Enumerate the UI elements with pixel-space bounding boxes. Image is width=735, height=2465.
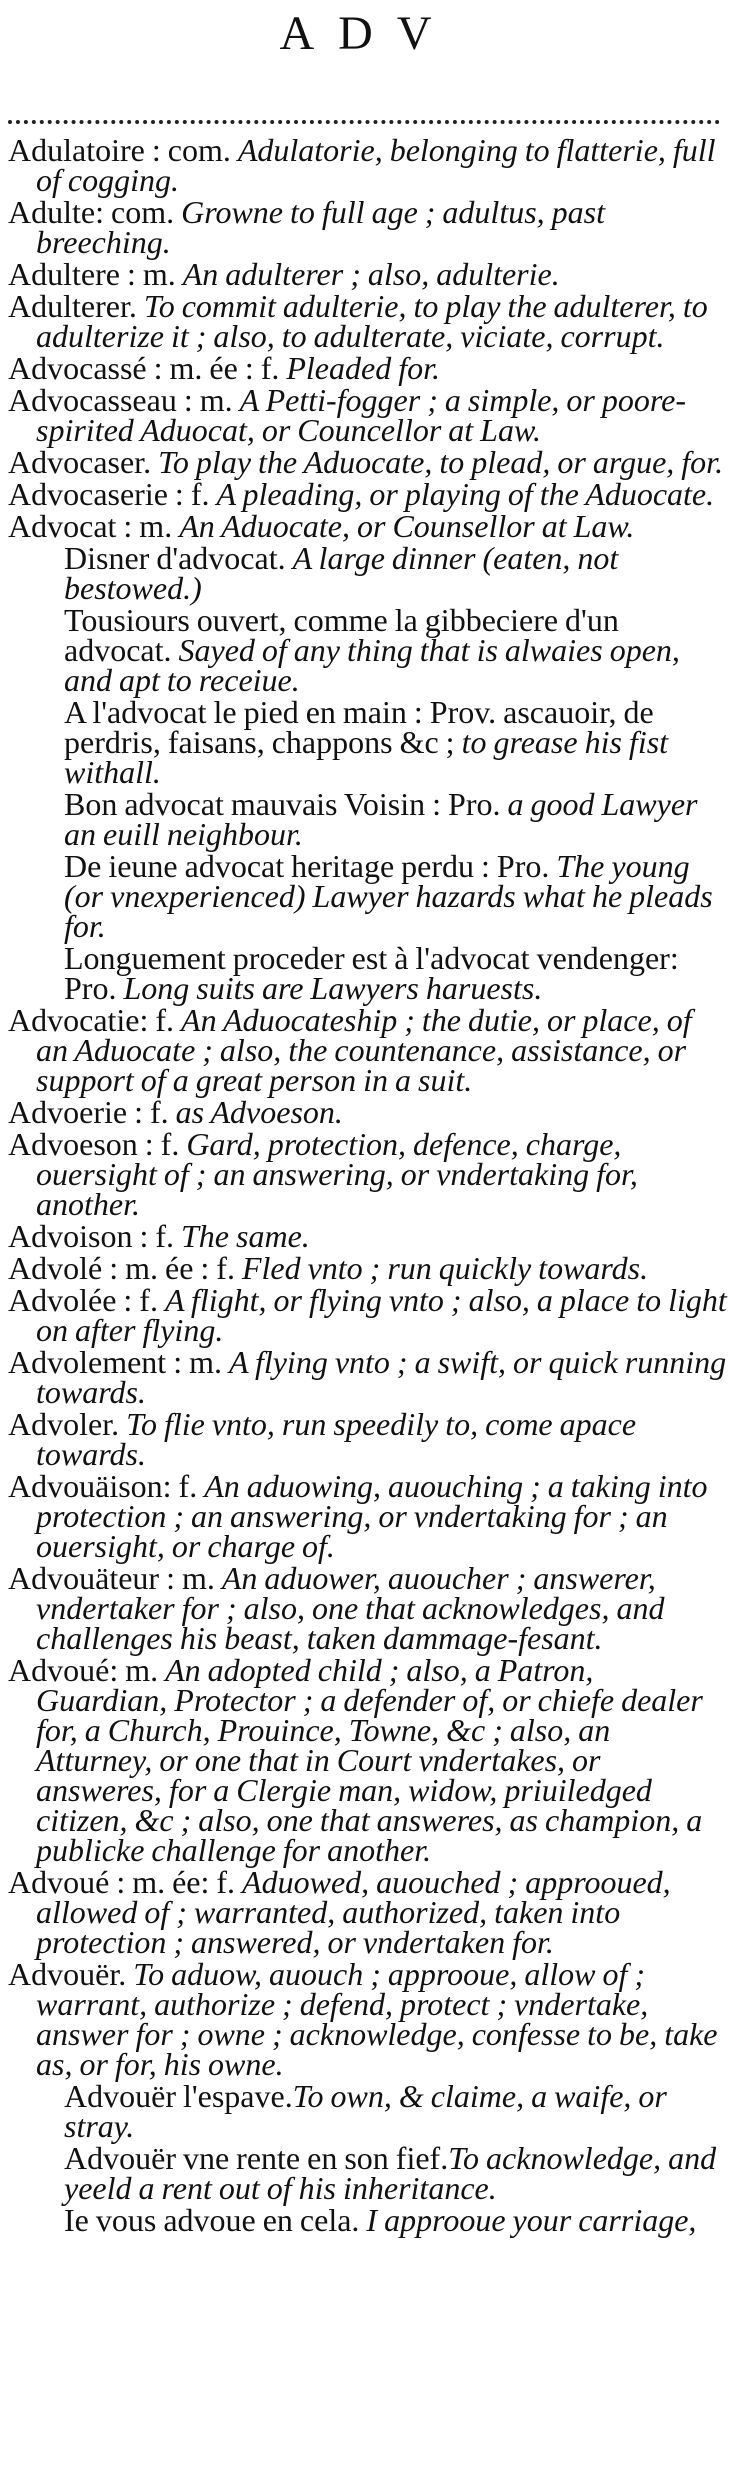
entry-definition: as Advoeson.	[175, 1094, 343, 1130]
dictionary-entry	[8, 1094, 730, 1130]
entry-definition: Sayed of any thing that is alwaies open, and apt to receiue.	[64, 632, 680, 698]
entry-definition: Fled vnto ; run quickly towards.	[241, 1250, 649, 1286]
entry-headword: Advoerie	[8, 1094, 128, 1130]
entry-grammar: : m.	[159, 1560, 222, 1596]
entry-headword: Advolée	[8, 1282, 117, 1318]
entry-definition: A pleading, or playing of the Aduocate.	[216, 476, 715, 512]
entry-definition: To flie vnto, run speedily to, come apace towards.	[36, 1406, 637, 1472]
sub-entry	[22, 602, 730, 698]
entry-headword: Longuement proceder est à l'advocat vendenger	[64, 940, 670, 976]
dictionary-entry	[8, 508, 730, 544]
entry-definition: An Aduocateship ; the dutie, or place, of an Aduocate ; also, the countenance, assistance, or support of a great person in a suit.	[36, 1002, 692, 1098]
dictionary-entry	[8, 1344, 730, 1410]
entry-list	[8, 132, 730, 2238]
sub-entry	[22, 2078, 730, 2144]
dictionary-entry	[8, 1406, 730, 1472]
entry-headword: Adulte	[8, 194, 96, 230]
dictionary-entry	[8, 444, 730, 480]
entry-headword: Advoison	[8, 1218, 133, 1254]
entry-grammar: : m.	[119, 256, 183, 292]
entry-headword: Adulterer.	[8, 288, 137, 324]
entry-headword: Advocasseau	[8, 382, 177, 418]
entry-grammar: : com.	[95, 194, 182, 230]
entry-grammar: : f.	[162, 1468, 205, 1504]
entry-definition: to grease his fist withall.	[64, 724, 669, 790]
dictionary-entry	[8, 1126, 730, 1222]
entry-grammar: : m. ée: f.	[109, 1864, 243, 1900]
entry-headword: Ie vous advoue en cela.	[64, 2202, 360, 2238]
entry-definition: An aduower, auoucher ; answerer, vndertaker for ; also, one that acknowledges, and challenges his beast, taken dammage-fesant.	[36, 1560, 665, 1656]
entry-grammar: : m.	[176, 382, 240, 418]
entry-definition: Long suits are Lawyers haruests.	[123, 970, 543, 1006]
sub-entry	[22, 694, 730, 790]
dictionary-entry	[8, 288, 730, 354]
entry-grammar: : Pro.	[425, 786, 508, 822]
entry-headword: Advouër vne rente en son fief.	[64, 2140, 449, 2176]
entry-headword: Advouäteur	[8, 1560, 160, 1596]
entry-definition: An adopted child ; also, a Patron, Guardian, Protector ; a defender of, or chiefe dealer for, a Church, Prouince, Towne, &c ; also, an Atturney, or one that in Court vndertakes, or answeres, for a Clergie man, widow, priuiledged citizen, &c ; also, one that answeres, as champion, a publicke challenge for another.	[36, 1652, 703, 1868]
entry-headword: Advolement	[8, 1344, 167, 1380]
entry-headword: Advolé	[8, 1250, 103, 1286]
entry-headword: Advouäison	[8, 1468, 163, 1504]
entry-definition: To commit adulterie, to play the adulterer, to adulterize it ; also, to adulterate, viciate, corrupt.	[36, 288, 708, 354]
entry-definition: Growne to full age ; adultus, past breeching.	[36, 194, 605, 260]
entry-grammar: : m. ée : f.	[102, 1250, 242, 1286]
entry-grammar: : f.	[139, 1002, 182, 1038]
entry-definition: An adulterer ; also, adulterie.	[182, 256, 560, 292]
entry-definition: An aduowing, auouching ; a taking into protection ; an answering, or vndertaking for ; an ouersight, or charge of.	[36, 1468, 708, 1564]
entry-definition: Pleaded for.	[286, 350, 440, 386]
entry-definition: Aduowed, auouched ; approoued, allowed of ; warranted, authorized, taken into protection ; answered, or vndertaken for.	[36, 1864, 671, 1960]
dictionary-entry	[8, 1218, 730, 1254]
entry-grammar	[286, 540, 293, 576]
entry-definition: A flying vnto ; a swift, or quick running towards.	[36, 1344, 727, 1410]
dictionary-entry	[8, 1282, 730, 1348]
entry-definition: To play the Aduocate, to plead, or argue, for.	[158, 444, 724, 480]
entry-definition: a good Lawyer an euill neighbour.	[64, 786, 698, 852]
entry-grammar: : com.	[144, 132, 238, 168]
entry-headword: Advocatie	[8, 1002, 140, 1038]
entry-headword: Advocaser.	[8, 444, 152, 480]
sub-entry	[22, 540, 730, 606]
entry-headword: Advoler.	[8, 1406, 120, 1442]
dictionary-entry	[8, 256, 730, 292]
entry-definition: Adulatorie, belonging to flatterie, full of cogging.	[36, 132, 716, 198]
sub-entry	[22, 2202, 730, 2238]
entry-grammar: : m.	[166, 1344, 229, 1380]
header-divider	[8, 120, 720, 124]
sub-entry	[22, 848, 730, 944]
entry-headword: Tousiours ouvert, comme la gibbeciere d'un advocat.	[64, 602, 619, 668]
entry-headword: Advocassé	[8, 350, 147, 386]
entry-definition: A flight, or flying vnto ; also, a place to light on after flying.	[36, 1282, 727, 1348]
dictionary-entry	[8, 132, 730, 198]
entry-grammar: : m.	[109, 1652, 166, 1688]
entry-grammar: : m.	[116, 508, 180, 544]
sub-entry	[22, 940, 730, 1006]
entry-grammar: : Pro.	[64, 940, 679, 1006]
entry-headword: Advoué	[8, 1864, 110, 1900]
entry-grammar: : f.	[132, 1218, 181, 1254]
entry-grammar: : f.	[127, 1094, 176, 1130]
entry-headword: Advoué	[8, 1652, 110, 1688]
dictionary-entry	[8, 1002, 730, 1098]
entry-grammar: : m. ée : f.	[146, 350, 287, 386]
entry-definition: A large dinner (eaten, not bestowed.)	[64, 540, 619, 606]
entry-headword: Adultere	[8, 256, 120, 292]
page-header: ADV	[279, 7, 456, 60]
entry-definition: An Aduocate, or Counsellor at Law.	[179, 508, 635, 544]
entry-definition: To own, & claime, a waife, or stray.	[64, 2078, 667, 2144]
entry-definition: To aduow, auouch ; approoue, allow of ; warrant, authorize ; defend, protect ; vndertake, answer for ; owne ; acknowledge, confesse to be, take as, or for, his owne.	[36, 1956, 718, 2082]
entry-headword: Advocaserie	[8, 476, 168, 512]
entry-grammar: : f.	[116, 1282, 165, 1318]
sub-entry	[22, 786, 730, 852]
entry-headword: Bon advocat mauvais Voisin	[64, 786, 426, 822]
entry-grammar: : f.	[137, 1126, 187, 1162]
dictionary-entry	[8, 382, 730, 448]
entry-headword: Disner d'advocat.	[64, 540, 286, 576]
entry-definition: To acknowledge, and yeeld a rent out of his inheritance.	[64, 2140, 717, 2206]
entry-definition: The same.	[181, 1218, 310, 1254]
entry-grammar: : Prov. ascauoir, de perdris, faisans, chappons &c ;	[64, 694, 654, 760]
dictionary-entry	[8, 1864, 730, 1960]
entry-grammar: : f.	[167, 476, 217, 512]
entry-headword: De ieune advocat heritage perdu	[64, 848, 475, 884]
entry-definition: A Petti-fogger ; a simple, or poore-spirited Aduocat, or Councellor at Law.	[36, 382, 686, 448]
dictionary-entry	[8, 1956, 730, 2082]
dictionary-entry	[8, 1250, 730, 1286]
entry-headword: Advoeson	[8, 1126, 138, 1162]
entry-grammar: : Pro.	[474, 848, 557, 884]
dictionary-entry	[8, 350, 730, 386]
dictionary-entry	[8, 476, 730, 512]
entry-headword: A l'advocat le pied en main	[64, 694, 407, 730]
entry-headword: Advouër l'espave.	[64, 2078, 293, 2114]
entry-definition: Gard, protection, defence, charge, ouersight of ; an answering, or vndertaking for, another.	[36, 1126, 638, 1222]
sub-entry	[22, 2140, 730, 2206]
entry-grammar	[151, 444, 158, 480]
entry-headword: Advouër.	[8, 1956, 127, 1992]
dictionary-entry	[8, 1560, 730, 1656]
dictionary-entry	[8, 194, 730, 260]
entry-headword: Advocat	[8, 508, 117, 544]
dictionary-entry	[8, 1468, 730, 1564]
dictionary-entry	[8, 1652, 730, 1868]
entry-definition: I approoue your carriage,	[366, 2202, 697, 2238]
entry-definition: The young (or vnexperienced) Lawyer hazards what he pleads for.	[64, 848, 713, 944]
entry-headword: Adulatoire	[8, 132, 145, 168]
